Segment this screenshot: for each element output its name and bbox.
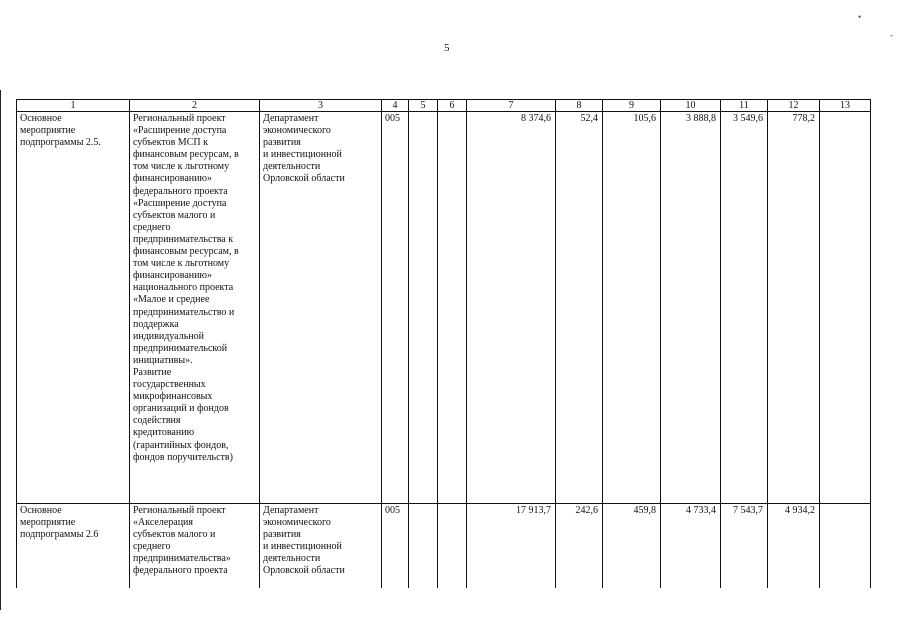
value-cell: 7 543,7 — [721, 504, 768, 588]
column-number-row — [17, 100, 871, 112]
column-number: 1 — [17, 100, 130, 112]
column-number: 3 — [260, 100, 382, 112]
value-cell: 3 549,6 — [721, 112, 768, 504]
column-number: 5 — [409, 100, 438, 112]
value-cell: 459,8 — [603, 504, 661, 588]
empty-cell — [438, 504, 467, 588]
column-number: 12 — [768, 100, 820, 112]
column-number: 7 — [467, 100, 556, 112]
column-number: 8 — [556, 100, 603, 112]
empty-cell — [409, 504, 438, 588]
total-value-cell: 8 374,6 — [467, 112, 556, 504]
empty-cell — [438, 112, 467, 504]
column-number: 4 — [382, 100, 409, 112]
column-number: 2 — [130, 100, 260, 112]
code-cell: 005 — [382, 504, 409, 588]
column-number: 9 — [603, 100, 661, 112]
value-cell: 4 934,2 — [768, 504, 820, 588]
measure-name-cell: Основное мероприятие подпрограммы 2.5. — [17, 112, 130, 504]
value-cell: 52,4 — [556, 112, 603, 504]
page-number: 5 — [444, 42, 450, 54]
empty-cell — [820, 112, 871, 504]
total-value-cell: 17 913,7 — [467, 504, 556, 588]
executor-cell: Департамент экономического развития и инвестиционной деятельности Орловской области — [260, 112, 382, 504]
value-cell: 778,2 — [768, 112, 820, 504]
empty-cell — [409, 112, 438, 504]
executor-cell: Департамент экономического развития и инвестиционной деятельности Орловской области — [260, 504, 382, 588]
value-cell: 242,6 — [556, 504, 603, 588]
code-cell: 005 — [382, 112, 409, 504]
value-cell: 4 733,4 — [661, 504, 721, 588]
column-number: 11 — [721, 100, 768, 112]
table-row — [17, 112, 871, 504]
budget-table — [16, 99, 871, 588]
value-cell: 105,6 — [603, 112, 661, 504]
scan-edge-line — [0, 90, 1, 610]
column-number: 10 — [661, 100, 721, 112]
scan-speck: • — [858, 12, 862, 22]
project-description-cell: Региональный проект «Расширение доступа субъектов МСП к финансовым ресурсам, в том числе к льготному финансированию» федерального проекта «Расширение доступа субъектов малого и среднего предпринимательства к финансовым ресурсам, в том числе к льготному финансированию» национального проекта «Малое и среднее предпринимательство и поддержка индивидуальной предпринимательской инициативы». Развитие государственных микрофинансовых организаций и фондов содействия кредитованию (гарантийных фондов, фондов поручительств) — [130, 112, 260, 504]
project-description-cell: Региональный проект «Акселерация субъектов малого и среднего предпринимательства» федерального проекта — [130, 504, 260, 588]
measure-name-cell: Основное мероприятие подпрограммы 2.6 — [17, 504, 130, 588]
column-number: 6 — [438, 100, 467, 112]
empty-cell — [820, 504, 871, 588]
column-number: 13 — [820, 100, 871, 112]
value-cell: 3 888,8 — [661, 112, 721, 504]
scan-speck: - — [890, 30, 893, 40]
table-row — [17, 504, 871, 588]
